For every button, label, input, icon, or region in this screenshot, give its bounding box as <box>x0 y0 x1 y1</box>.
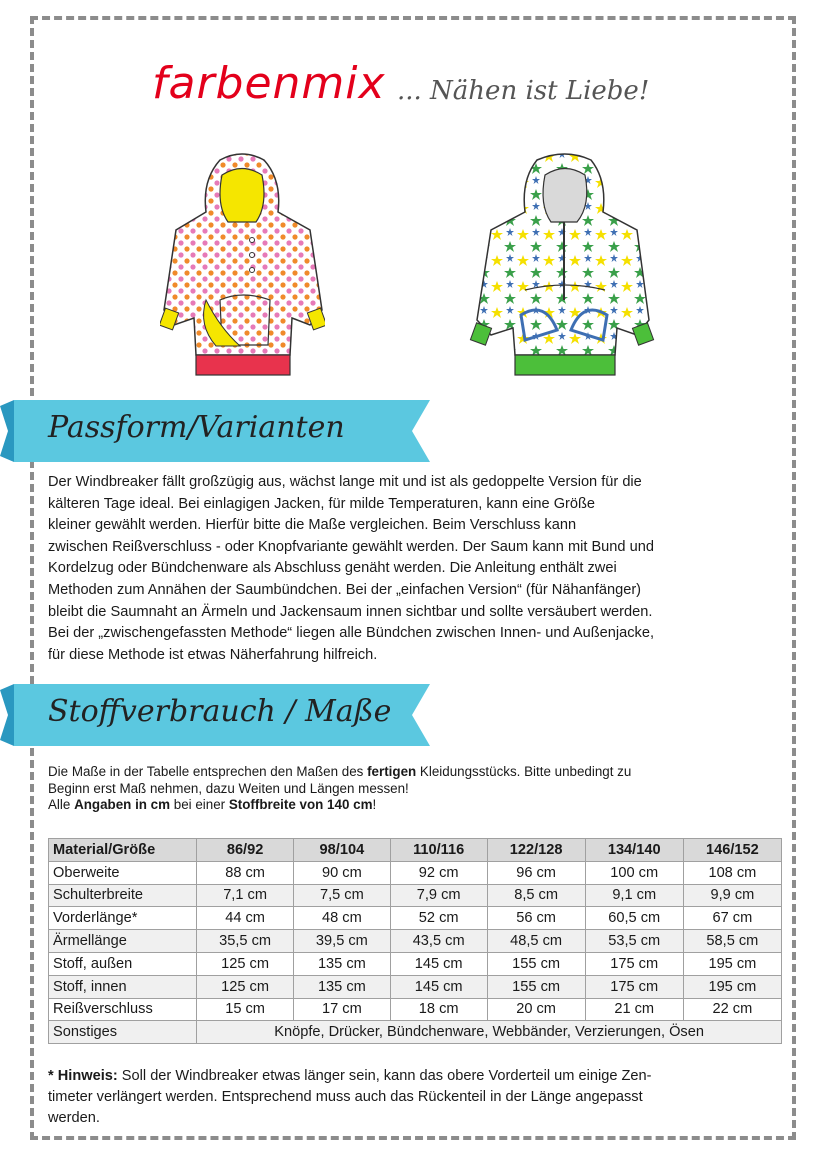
value-cell: 100 cm <box>585 861 683 884</box>
value-cell: 145 cm <box>390 975 487 998</box>
table-header-row <box>49 839 782 862</box>
intro-line-3 <box>48 797 788 814</box>
intro-line-1 <box>48 764 788 781</box>
table-header-cell: Material/Größe <box>49 839 197 862</box>
paragraph-line: Bei der „zwischengefassten Methode“ liegen alle Bündchen zwischen Innen- und Außenjacke, <box>48 625 655 642</box>
value-cell: 155 cm <box>487 975 585 998</box>
value-cell: 56 cm <box>487 907 585 930</box>
value-cell: 135 cm <box>293 975 390 998</box>
table-row-misc <box>49 1021 782 1044</box>
logo-brand: farbenmix <box>152 58 386 109</box>
intro-bold: Stoffbreite von 140 cm <box>228 797 373 813</box>
row-label-cell: Oberweite <box>49 861 197 884</box>
table-header-cell: 86/92 <box>197 839 294 862</box>
table-row <box>49 930 782 953</box>
value-cell: 7,1 cm <box>197 884 294 907</box>
table-header-cell: 122/128 <box>487 839 585 862</box>
value-cell: 48,5 cm <box>487 930 585 953</box>
value-cell: 155 cm <box>487 952 585 975</box>
hint-note <box>48 1066 778 1130</box>
value-cell: 125 cm <box>197 975 294 998</box>
table-row <box>49 952 782 975</box>
value-cell: 90 cm <box>293 861 390 884</box>
row-label-cell: Reißverschluss <box>49 998 197 1021</box>
hint-label: * Hinweis: <box>48 1068 118 1084</box>
hoodie-dots-illustration <box>160 150 325 380</box>
value-cell: 58,5 cm <box>683 930 781 953</box>
section-title-passform: Passform/Varianten <box>48 410 345 445</box>
intro-text: Die Maße in der Tabelle entsprechen den Maßen des <box>48 764 368 779</box>
intro-text: bei einer <box>170 797 229 813</box>
table-row <box>49 907 782 930</box>
section-banner-stoffverbrauch <box>0 684 430 746</box>
value-cell: 92 cm <box>390 861 487 884</box>
value-cell: 7,5 cm <box>293 884 390 907</box>
row-label-cell: Schulterbreite <box>49 884 197 907</box>
value-cell: 9,1 cm <box>585 884 683 907</box>
table-row <box>49 861 782 884</box>
hint-line-1 <box>48 1066 778 1087</box>
section-title-stoffverbrauch: Stoffverbrauch / Maße <box>48 694 392 729</box>
value-cell: 67 cm <box>683 907 781 930</box>
value-cell: 17 cm <box>293 998 390 1021</box>
table-row <box>49 884 782 907</box>
misc-value-cell: Knöpfe, Drücker, Bündchenware, Webbänder, Verzierungen, Ösen <box>197 1021 782 1044</box>
farbenmix-logo <box>152 58 692 118</box>
hoodie-stars-illustration <box>465 150 660 380</box>
measurement-intro <box>48 764 788 814</box>
intro-text: ! <box>372 797 377 813</box>
paragraph-line: Methoden zum Annähen der Saumbündchen. Bei der „einfachen Version“ (für Nähanfänger) <box>48 581 642 598</box>
value-cell: 88 cm <box>197 861 294 884</box>
intro-line-2: Beginn erst Maß nehmen, dazu Weiten und Längen messen! <box>48 780 409 796</box>
table-body <box>49 861 782 1043</box>
value-cell: 18 cm <box>390 998 487 1021</box>
intro-bold: fertigen <box>367 764 417 779</box>
value-cell: 108 cm <box>683 861 781 884</box>
logo-tagline: ... Nähen ist Liebe! <box>397 76 650 106</box>
row-label-cell: Ärmellänge <box>49 930 197 953</box>
paragraph-line: Der Windbreaker fällt großzügig aus, wächst lange mit und ist als gedoppelte Version für die <box>48 474 642 490</box>
value-cell: 195 cm <box>683 952 781 975</box>
value-cell: 96 cm <box>487 861 585 884</box>
passform-paragraph <box>48 472 778 666</box>
section-banner-passform <box>0 400 430 462</box>
row-label-cell: Stoff, innen <box>49 975 197 998</box>
value-cell: 9,9 cm <box>683 884 781 907</box>
value-cell: 175 cm <box>585 952 683 975</box>
value-cell: 22 cm <box>683 998 781 1021</box>
intro-text: Kleidungsstücks. Bitte unbedingt zu <box>416 764 632 779</box>
value-cell: 125 cm <box>197 952 294 975</box>
table-header-cell: 110/116 <box>390 839 487 862</box>
value-cell: 48 cm <box>293 907 390 930</box>
value-cell: 7,9 cm <box>390 884 487 907</box>
value-cell: 135 cm <box>293 952 390 975</box>
paragraph-line: kleiner gewählt werden. Hierfür bitte die Maße vergleichen. Beim Verschluss kann <box>48 517 577 534</box>
value-cell: 53,5 cm <box>585 930 683 953</box>
row-label-cell: Stoff, außen <box>49 952 197 975</box>
value-cell: 8,5 cm <box>487 884 585 907</box>
row-label-cell: Sonstiges <box>49 1021 197 1044</box>
value-cell: 195 cm <box>683 975 781 998</box>
intro-text: Alle <box>48 797 75 813</box>
value-cell: 15 cm <box>197 998 294 1021</box>
hint-line-2: timeter verlängert werden. Entsprechend muss auch das Rückenteil in der Länge angepasst <box>48 1089 643 1106</box>
value-cell: 52 cm <box>390 907 487 930</box>
value-cell: 43,5 cm <box>390 930 487 953</box>
paragraph-line: zwischen Reißverschluss - oder Knopfvariante gewählt werden. Der Saum kann mit Bund und <box>48 538 654 555</box>
value-cell: 145 cm <box>390 952 487 975</box>
hint-text: Soll der Windbreaker etwas länger sein, kann das obere Vorderteil um einige Zen- <box>117 1068 652 1084</box>
intro-bold: Angaben in cm <box>74 797 171 813</box>
table-row <box>49 998 782 1021</box>
value-cell: 39,5 cm <box>293 930 390 953</box>
paragraph-line: für diese Methode ist etwas Näherfahrung hilfreich. <box>48 646 378 663</box>
paragraph-line: kälteren Tage ideal. Bei einlagigen Jacken, für milde Temperaturen, kann eine Größe <box>48 495 596 512</box>
size-table <box>48 838 782 1044</box>
table-header-cell: 134/140 <box>585 839 683 862</box>
value-cell: 21 cm <box>585 998 683 1021</box>
hint-line-3: werden. <box>48 1110 100 1127</box>
paragraph-line: bleibt die Saumnaht an Ärmeln und Jackensaum innen sichtbar und sollte versäubert werden. <box>48 603 653 620</box>
value-cell: 60,5 cm <box>585 907 683 930</box>
paragraph-line: Kordelzug oder Bündchenware als Abschluss genäht werden. Die Anleitung enthält zwei <box>48 560 617 577</box>
value-cell: 35,5 cm <box>197 930 294 953</box>
row-label-cell: Vorderlänge* <box>49 907 197 930</box>
table-row <box>49 975 782 998</box>
table-header-cell: 98/104 <box>293 839 390 862</box>
value-cell: 175 cm <box>585 975 683 998</box>
table-header-cell: 146/152 <box>683 839 781 862</box>
value-cell: 44 cm <box>197 907 294 930</box>
value-cell: 20 cm <box>487 998 585 1021</box>
